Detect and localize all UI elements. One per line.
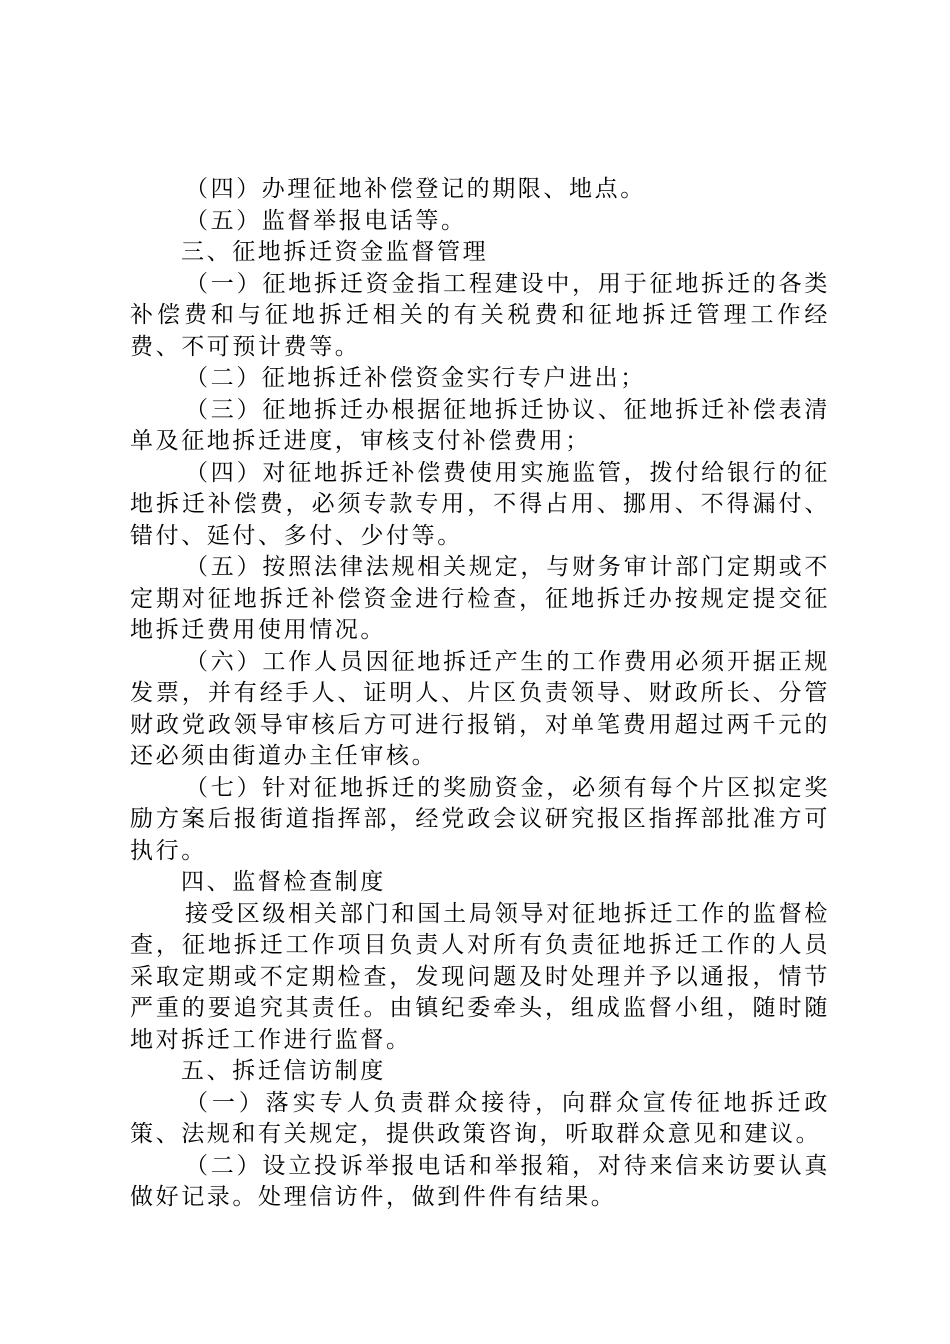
paragraph-complaint-hotline: （二）设立投诉举报电话和举报箱，对待来信来访要认真做好记录。处理信访件，做到件件有结果。 (130, 1152, 830, 1210)
section-heading-3: 三、征地拆迁资金监督管理 (181, 239, 489, 265)
paragraph-item-4: （四）办理征地补偿登记的期限、地点。 (185, 176, 646, 202)
paragraph-special-account: （二）征地拆迁补偿资金实行专户进出； (185, 365, 646, 391)
paragraph-funds-definition: （一）征地拆迁资金指工程建设中，用于征地拆迁的各类补偿费和与征地拆迁相关的有关税费和征地拆迁管理工作经费、不可预计费等。 (130, 270, 830, 360)
section-heading-5: 五、拆迁信访制度 (181, 1058, 386, 1084)
paragraph-expense-reimbursement: （六）工作人员因征地拆迁产生的工作费用必须开据正规发票，并有经手人、证明人、片区负责领导、财政所长、分管财政党政领导审核后方可进行报销，对单笔费用超过两千元的还必须由街道办主任审核。 (130, 648, 830, 769)
paragraph-inspection: 接受区级相关部门和国土局领导对征地拆迁工作的监督检查，征地拆迁工作项目负责人对所有负责征地拆迁工作的人员采取定期或不定期检查，发现问题及时处理并予以通报，情节严重的要追究其责任。由镇纪委牵头，组成监督小组，随时随地对拆迁工作进行监督。 (130, 900, 830, 1053)
paragraph-audit-check: （五）按照法律法规相关规定，与财务审计部门定期或不定期对征地拆迁补偿资金进行检查，征地拆迁办按规定提交征地拆迁费用使用情况。 (130, 554, 830, 643)
paragraph-supervision: （四）对征地拆迁补偿费使用实施监管，拨付给银行的征地拆迁补偿费，必须专款专用，不得占用、挪用、不得漏付、错付、延付、多付、少付等。 (130, 459, 830, 549)
paragraph-payment-review: （三）征地拆迁办根据征地拆迁协议、征地拆迁补偿表清单及征地拆迁进度，审核支付补偿费用； (130, 396, 830, 454)
paragraph-reward-funds: （七）针对征地拆迁的奖励资金，必须有每个片区拟定奖励方案后报街道指挥部，经党政会议研究报区指挥部批准方可执行。 (130, 774, 830, 864)
paragraph-reception: （一）落实专人负责群众接待，向群众宣传征地拆迁政策、法规和有关规定，提供政策咨询，听取群众意见和建议。 (130, 1089, 830, 1147)
section-heading-4: 四、监督检查制度 (181, 869, 386, 895)
document-body (130, 174, 830, 1214)
paragraph-item-5: （五）监督举报电话等。 (185, 207, 467, 234)
